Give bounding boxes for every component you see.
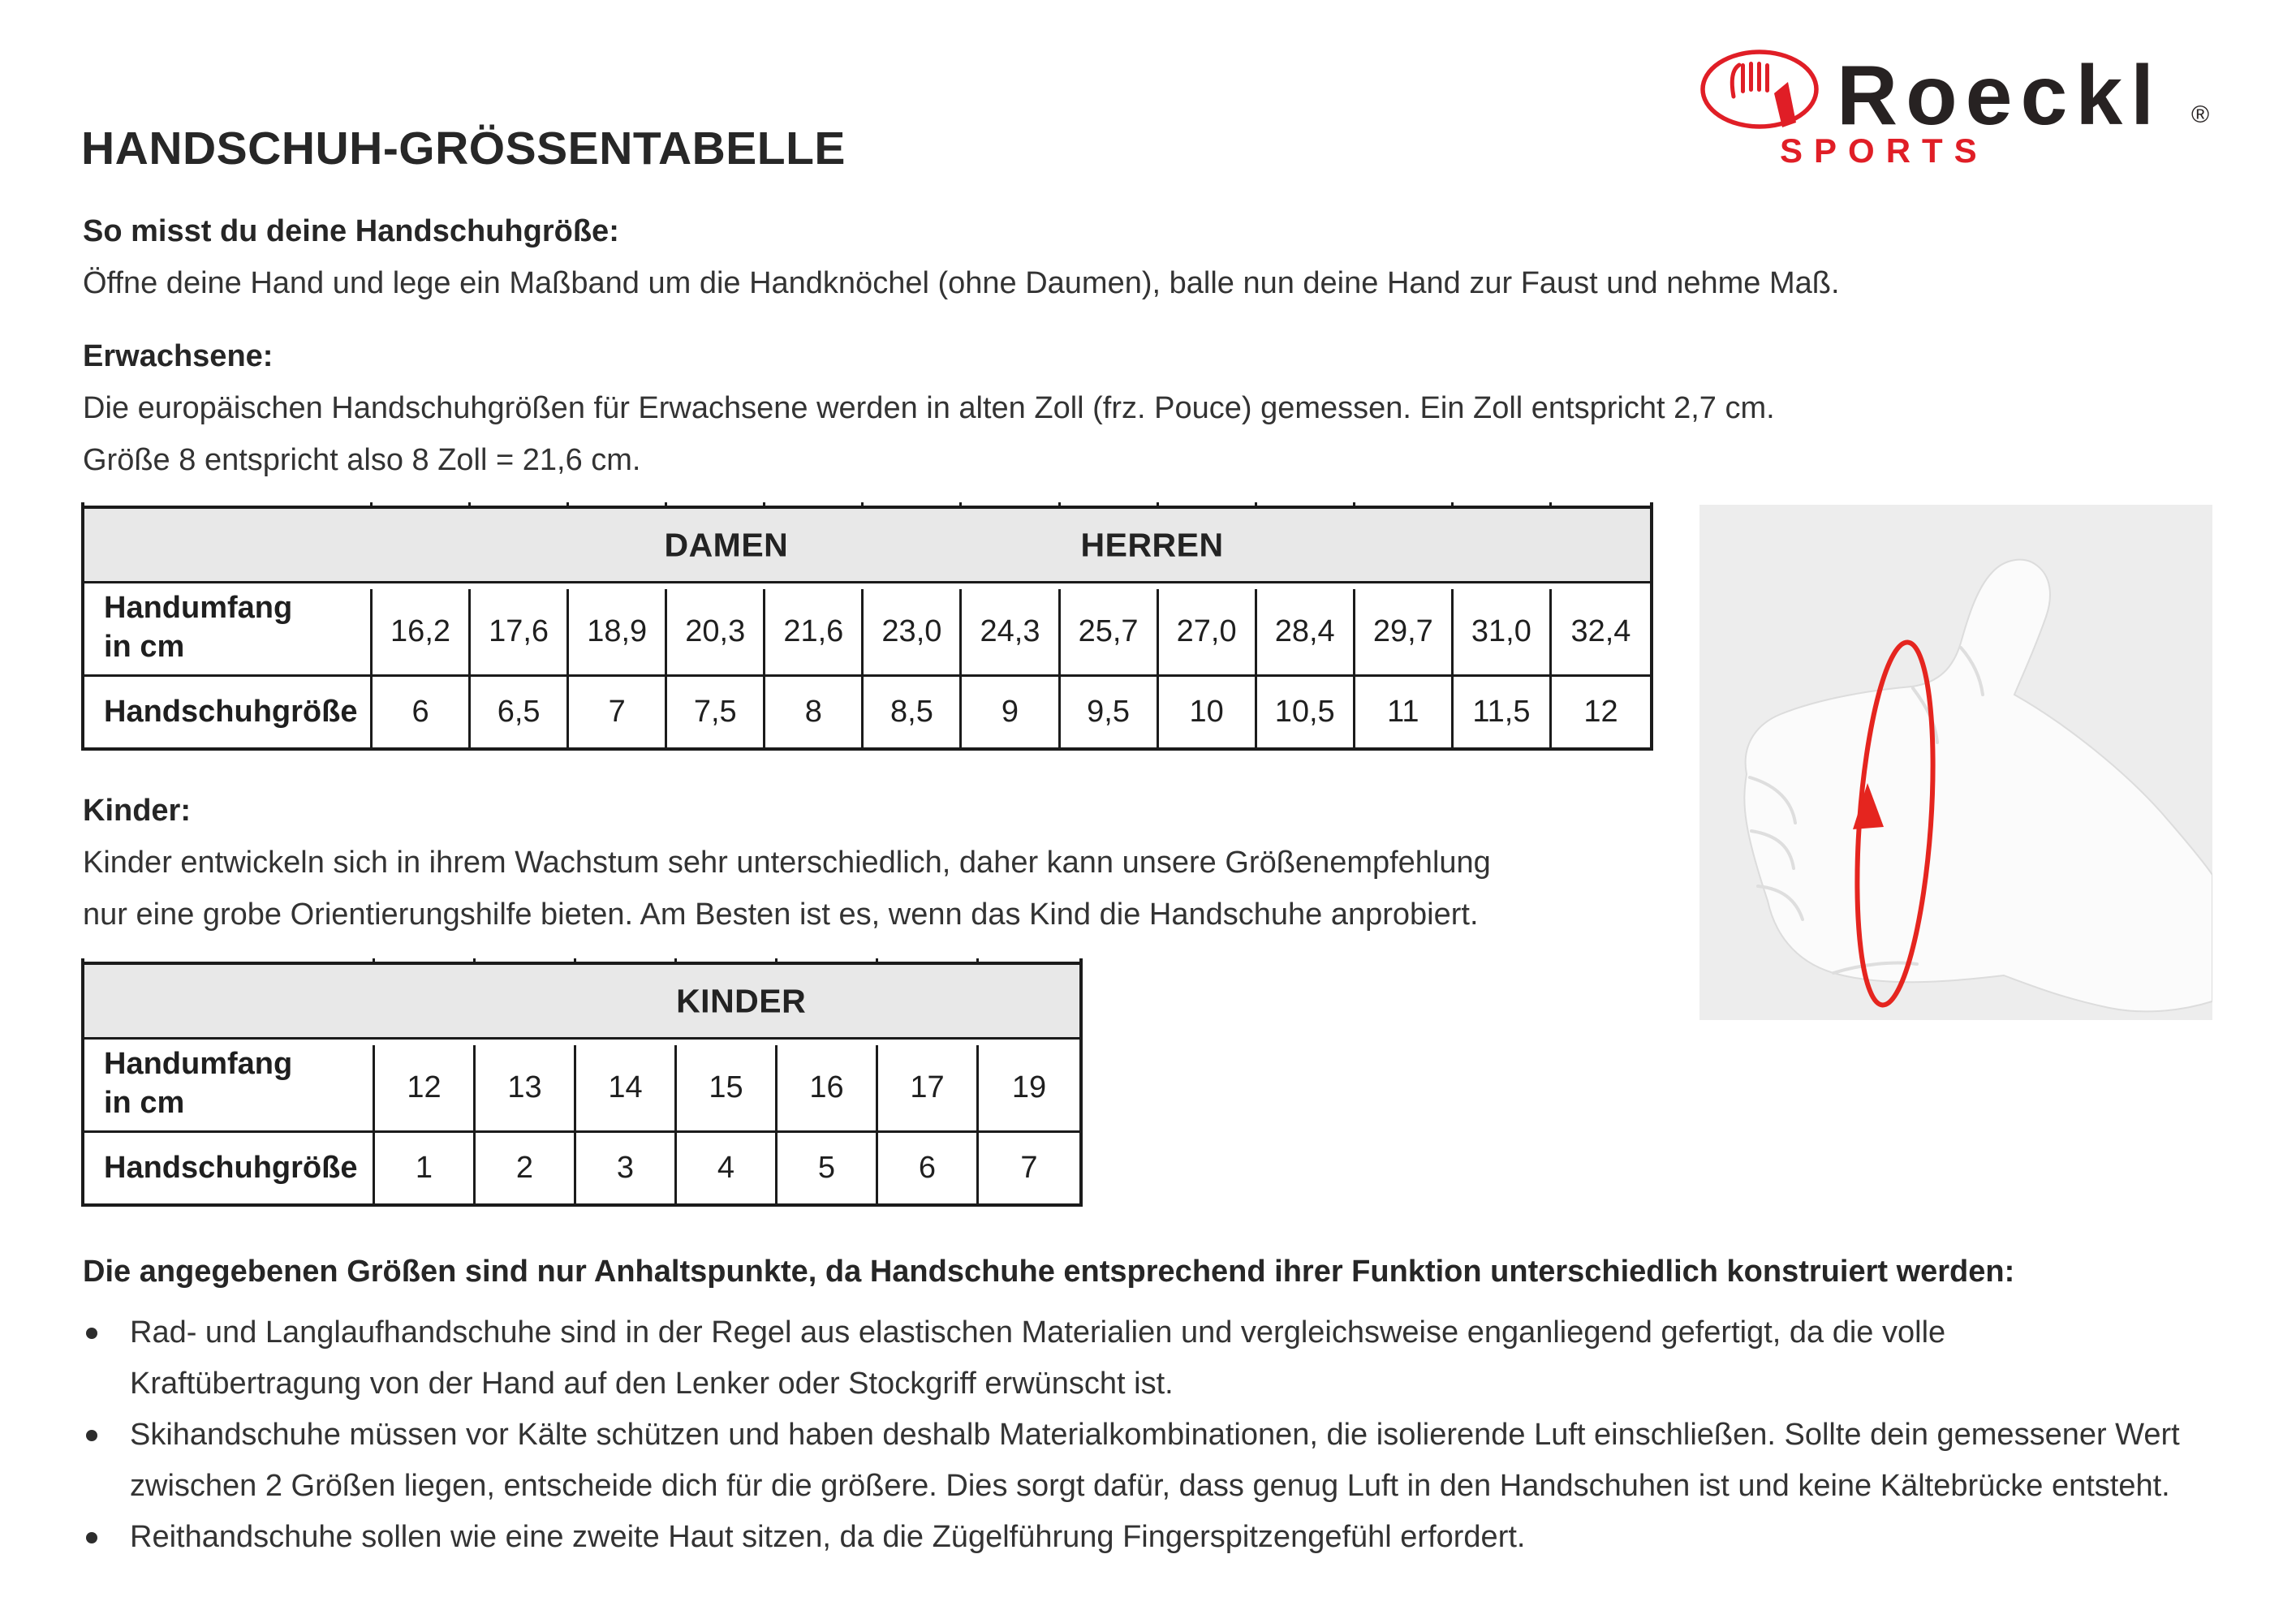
circumference-value: 16 <box>778 1045 878 1133</box>
glove-size-value: 3 <box>576 1133 677 1203</box>
row-label-glove-size: Handschuhgröße <box>84 677 373 747</box>
glove-size-value: 7 <box>569 677 667 747</box>
glove-size-value: 5 <box>778 1133 878 1203</box>
circumference-value: 19 <box>979 1045 1079 1133</box>
glove-size-value: 7,5 <box>667 677 765 747</box>
glove-size-value: 10 <box>1159 677 1257 747</box>
circumference-value: 24,3 <box>962 589 1060 677</box>
logo-subtitle-text: SPORTS <box>1780 131 1988 170</box>
circumference-value: 32,4 <box>1552 589 1650 677</box>
table-top-tick <box>84 958 375 965</box>
adults-heading: Erwachsene: <box>83 339 274 373</box>
row-label-glove-size: Handschuhgröße <box>84 1133 375 1203</box>
bullet-text: zwischen 2 Größen liegen, entscheide dich für die größere. Dies sorgt dafür, dass genug Luft in den Handschuhen ist und keine Kältebrücke entsteht. <box>130 1469 2170 1503</box>
kids-text-line2: nur eine grobe Orientierungshilfe bieten. Am Besten ist es, wenn das Kind die Handschuhe anprobiert. <box>83 898 1479 932</box>
hand-in-oval-icon <box>1703 52 1816 127</box>
glove-size-value: 7 <box>1020 1151 1038 1185</box>
circumference-value: 14 <box>576 1045 677 1133</box>
bullet-text: Kraftübertragung von der Hand auf den Lenker oder Stockgriff erwünscht ist. <box>130 1367 1174 1401</box>
adult-table-header-band <box>84 509 1650 583</box>
circumference-value: 17,6 <box>471 589 569 677</box>
measure-instructions: Öffne deine Hand und lege ein Maßband um die Handknöchel (ohne Daumen), balle nun deine Hand zur Faust und nehme Maß. <box>83 266 1840 300</box>
circumference-value: 15 <box>677 1045 778 1133</box>
glove-size-value: 9 <box>962 677 1060 747</box>
circumference-value: 13 <box>476 1045 576 1133</box>
glove-size-value: 8,5 <box>864 677 962 747</box>
hand-measure-photo <box>1699 505 2212 1020</box>
glove-size-value: 11,5 <box>1454 677 1552 747</box>
list-item <box>83 1307 2225 1410</box>
notes-bullet-list <box>83 1307 2225 1563</box>
circumference-value: 27,0 <box>1159 589 1257 677</box>
circumference-value: 16,2 <box>373 589 471 677</box>
notes-heading: Die angegebenen Größen sind nur Anhaltspunkte, da Handschuhe entsprechend ihrer Funktion unterschiedlich konstruiert werden: <box>83 1255 2015 1289</box>
group-label-herren: HERREN <box>1080 526 1224 563</box>
circumference-value: 31,0 <box>1454 589 1552 677</box>
glove-size-value: 6,5 <box>471 677 569 747</box>
kids-heading: Kinder: <box>83 794 191 828</box>
adult-size-table <box>81 502 1653 751</box>
table-spacer <box>84 583 1650 589</box>
measure-heading: So misst du deine Handschuhgröße: <box>83 214 619 248</box>
row-label-circumference: Handumfang in cm <box>84 589 373 677</box>
circumference-value: 20,3 <box>667 589 765 677</box>
bullet-dot-icon <box>86 1328 97 1339</box>
circumference-value: 17 <box>878 1045 979 1133</box>
kids-table-header-band <box>84 965 1079 1040</box>
group-label-kinder: KINDER <box>676 982 807 1019</box>
table-top-tick <box>84 502 373 509</box>
glove-size-value: 9,5 <box>1061 677 1159 747</box>
group-label-damen: DAMEN <box>664 526 789 563</box>
circumference-value: 28,4 <box>1257 589 1355 677</box>
circumference-value: 21,6 <box>765 589 864 677</box>
bullet-dot-icon <box>86 1532 97 1543</box>
kids-text-line1: Kinder entwickeln sich in ihrem Wachstum sehr unterschiedlich, daher kann unsere Größenempfehlung <box>83 846 1491 880</box>
adults-text-line2: Größe 8 entspricht also 8 Zoll = 21,6 cm. <box>83 443 641 477</box>
logo-registered-mark: ® <box>2191 101 2210 128</box>
adults-text-line1: Die europäischen Handschuhgrößen für Erwachsene werden in alten Zoll (frz. Pouce) gemessen. Ein Zoll entspricht 2,7 cm. <box>83 391 1775 425</box>
glove-size-value: 6 <box>878 1133 979 1203</box>
kids-size-table <box>81 958 1083 1207</box>
bullet-text: Reithandschuhe sollen wie eine zweite Haut sitzen, da die Zügelführung Fingerspitzengefühl erfordert. <box>130 1520 1526 1554</box>
table-spacer <box>84 1040 1079 1045</box>
logo-brand-text: Roeckl <box>1837 49 2163 143</box>
row-label-circumference: Handumfang in cm <box>84 1045 375 1133</box>
list-item <box>83 1512 2225 1563</box>
page-title: HANDSCHUH-GRÖSSENTABELLE <box>81 123 846 174</box>
glove-size-value: 2 <box>476 1133 576 1203</box>
roeckl-sports-logo <box>1698 45 2221 174</box>
bullet-text: Skihandschuhe müssen vor Kälte schützen und haben deshalb Materialkombinationen, die isolierende Luft einschließen. Sollte dein gemessener Wert <box>130 1418 2180 1452</box>
circumference-value: 12 <box>375 1045 476 1133</box>
glove-size-value: 8 <box>765 677 864 747</box>
glove-size-value: 4 <box>677 1133 778 1203</box>
bullet-text: Rad- und Langlaufhandschuhe sind in der Regel aus elastischen Materialien und vergleichsweise enganliegend gefertigt, da die volle <box>130 1315 1946 1350</box>
glove-size-value: 11 <box>1355 677 1454 747</box>
circumference-value: 18,9 <box>569 589 667 677</box>
bullet-dot-icon <box>86 1430 97 1441</box>
circumference-value: 23,0 <box>864 589 962 677</box>
glove-size-value: 10,5 <box>1257 677 1355 747</box>
glove-size-value: 6 <box>373 677 471 747</box>
glove-size-value: 12 <box>1583 695 1618 729</box>
glove-size-value: 1 <box>375 1133 476 1203</box>
circumference-value: 25,7 <box>1061 589 1159 677</box>
circumference-value: 29,7 <box>1355 589 1454 677</box>
list-item <box>83 1410 2225 1512</box>
